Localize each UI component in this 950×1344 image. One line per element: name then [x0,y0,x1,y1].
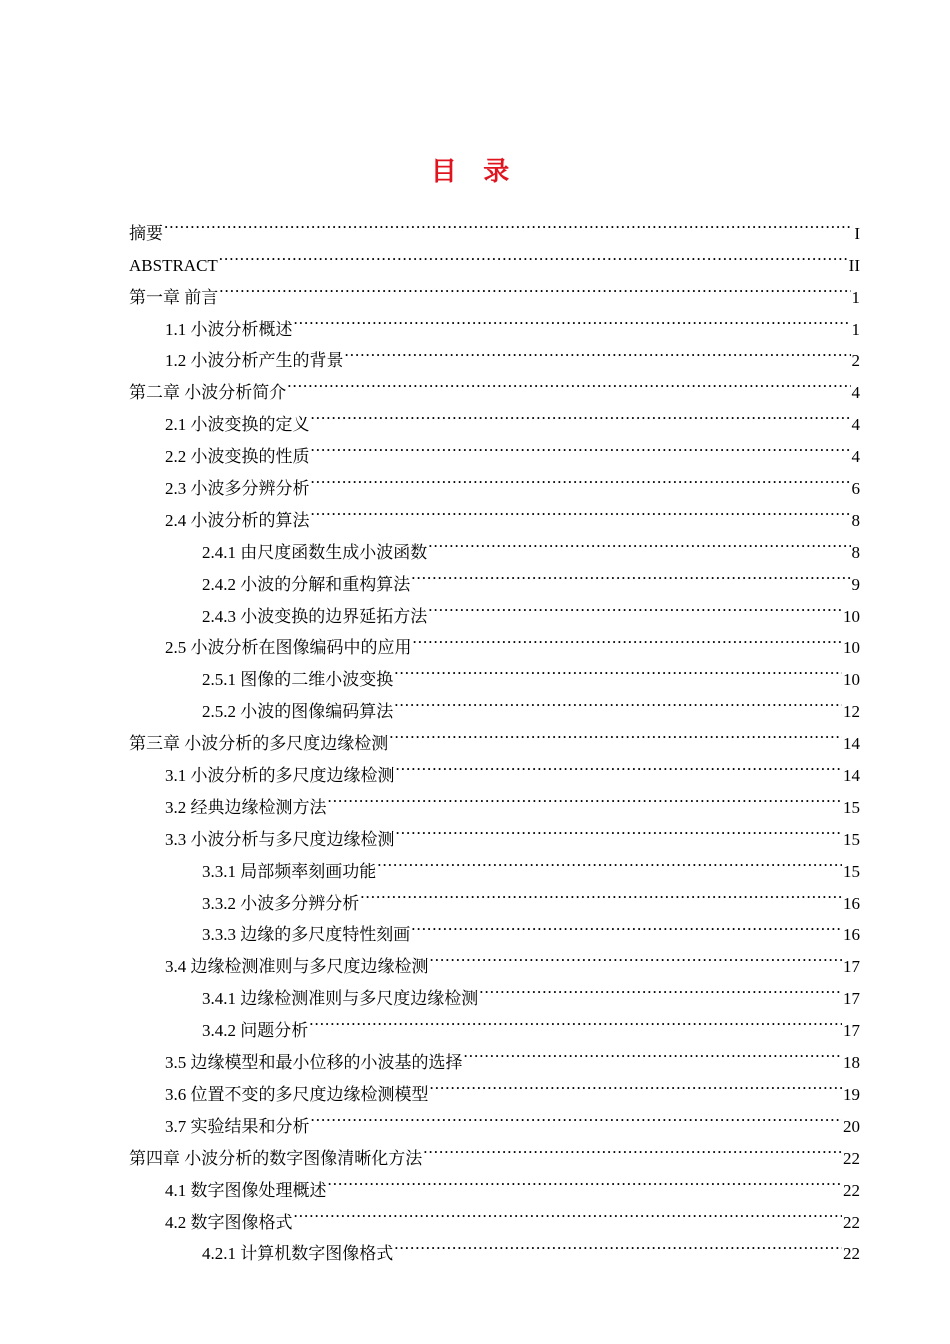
toc-dot-leader [360,877,842,909]
toc-entry-page-number: 15 [843,829,860,849]
table-of-contents [129,207,860,1264]
toc-entry-page-number: 4 [851,383,860,403]
toc-dot-leader [428,590,842,622]
toc-entry-label: 3.5 边缘模型和最小位移的小波基的选择 [165,1053,463,1073]
toc-dot-leader [423,1132,842,1164]
toc-dot-leader [428,526,850,558]
toc-entry-page-number: 10 [843,606,860,626]
toc-dot-leader [164,207,853,239]
toc-entry-page-number: 17 [843,957,860,977]
toc-entry[interactable] [129,239,860,275]
toc-entry[interactable] [129,207,860,243]
toc-dot-leader [309,1004,842,1036]
toc-entry-label: 3.2 经典边缘检测方法 [165,797,327,817]
toc-dot-leader [411,558,850,590]
toc-entry-page-number: 10 [843,638,860,658]
toc-entry-label: 4.2 数字图像格式 [165,1212,293,1232]
toc-dot-leader [396,813,843,845]
toc-dot-leader [294,303,851,335]
toc-dot-leader [328,781,843,813]
toc-dot-leader [479,972,842,1004]
toc-dot-leader [311,398,851,430]
page-title: 目 录 [430,157,520,186]
toc-dot-leader [411,909,842,941]
toc-dot-leader [311,430,851,462]
toc-entry-page-number: 17 [843,989,860,1009]
toc-entry-label: 第三章 小波分析的多尺度边缘检测 [129,734,389,754]
toc-entry-page-number: 17 [843,1021,860,1041]
toc-entry-page-number: 16 [843,893,860,913]
toc-entry-page-number: 18 [843,1053,860,1073]
toc-dot-leader [294,1196,843,1228]
toc-dot-leader [389,717,842,749]
toc-dot-leader [430,1068,843,1100]
toc-dot-leader [394,685,842,717]
toc-entry-page-number: 4 [851,415,860,435]
toc-dot-leader [394,1228,842,1260]
toc-entry-label: 2.4.3 小波变换的边界延拓方法 [202,606,428,626]
toc-entry-page-number: 4 [851,447,860,467]
toc-dot-leader [345,335,851,367]
toc-entry-label: 2.5 小波分析在图像编码中的应用 [165,638,412,658]
toc-dot-leader [328,1164,843,1196]
toc-entry-label: 3.4.2 问题分析 [202,1021,309,1041]
toc-dot-leader [311,494,851,526]
toc-entry-label: 3.3 小波分析与多尺度边缘检测 [165,829,395,849]
toc-entry-label: 2.2 小波变换的性质 [165,447,310,467]
toc-entry-label: 1.1 小波分析概述 [165,319,293,339]
toc-dot-leader [413,622,843,654]
toc-entry-label: 2.5.2 小波的图像编码算法 [202,702,394,722]
toc-entry-page-number: 10 [843,670,860,690]
toc-dot-leader [430,940,843,972]
toc-entry-label: 3.3.3 边缘的多尺度特性刻画 [202,925,411,945]
toc-entry-page-number: 8 [851,510,860,530]
toc-entry-page-number: 22 [843,1180,860,1200]
toc-entry-label: 第四章 小波分析的数字图像清晰化方法 [129,1148,423,1168]
toc-entry-page-number: 15 [843,797,860,817]
toc-entry-label: 2.4.1 由尺度函数生成小波函数 [202,542,428,562]
toc-entry-label: 3.1 小波分析的多尺度边缘检测 [165,766,395,786]
toc-entry-page-number: 22 [843,1148,860,1168]
toc-dot-leader [394,653,842,685]
toc-dot-leader [311,1100,843,1132]
toc-entry-label: 3.4.1 边缘检测准则与多尺度边缘检测 [202,989,479,1009]
toc-entry-page-number: 1 [851,287,860,307]
toc-entry-page-number: 14 [843,766,860,786]
toc-entry-label: 4.1 数字图像处理概述 [165,1180,327,1200]
toc-entry-label: 3.3.1 局部频率刻画功能 [202,861,377,881]
toc-dot-leader [219,239,848,271]
toc-entry-label: 3.6 位置不变的多尺度边缘检测模型 [165,1084,429,1104]
toc-entry-page-number: 15 [843,861,860,881]
toc-entry-label: 第二章 小波分析简介 [129,383,287,403]
toc-entry-page-number: 8 [851,542,860,562]
toc-entry-label: 摘要 [129,223,163,243]
toc-entry-page-number: 22 [843,1244,860,1264]
toc-entry-label: 第一章 前言 [129,287,219,307]
toc-entry-page-number: 2 [851,351,860,371]
toc-entry-page-number: 14 [843,734,860,754]
toc-entry-label: 3.7 实验结果和分析 [165,1116,310,1136]
toc-entry-label: ABSTRACT [129,255,218,275]
toc-dot-leader [464,1036,843,1068]
toc-entry-page-number: 9 [851,574,860,594]
toc-dot-leader [377,845,842,877]
toc-entry-label: 3.3.2 小波多分辨分析 [202,893,360,913]
toc-entry-page-number: I [854,223,860,243]
toc-entry-page-number: 6 [851,479,860,499]
toc-entry-label: 2.3 小波多分辨分析 [165,479,310,499]
toc-dot-leader [219,271,850,303]
toc-entry-page-number: II [848,255,860,275]
toc-entry-page-number: 22 [843,1212,860,1232]
toc-entry-label: 2.4 小波分析的算法 [165,510,310,530]
toc-entry-label: 3.4 边缘检测准则与多尺度边缘检测 [165,957,429,977]
toc-entry-page-number: 16 [843,925,860,945]
toc-entry-page-number: 20 [843,1116,860,1136]
toc-dot-leader [396,749,843,781]
toc-dot-leader [287,366,850,398]
toc-entry[interactable] [129,303,860,339]
toc-entry-label: 2.1 小波变换的定义 [165,415,310,435]
toc-entry-label: 1.2 小波分析产生的背景 [165,351,344,371]
toc-entry-page-number: 1 [851,319,860,339]
toc-entry-page-number: 12 [843,702,860,722]
toc-dot-leader [311,462,851,494]
toc-entry-page-number: 19 [843,1084,860,1104]
toc-entry-label: 4.2.1 计算机数字图像格式 [202,1244,394,1264]
toc-entry-label: 2.5.1 图像的二维小波变换 [202,670,394,690]
toc-entry[interactable] [129,271,860,307]
toc-entry-label: 2.4.2 小波的分解和重构算法 [202,574,411,594]
